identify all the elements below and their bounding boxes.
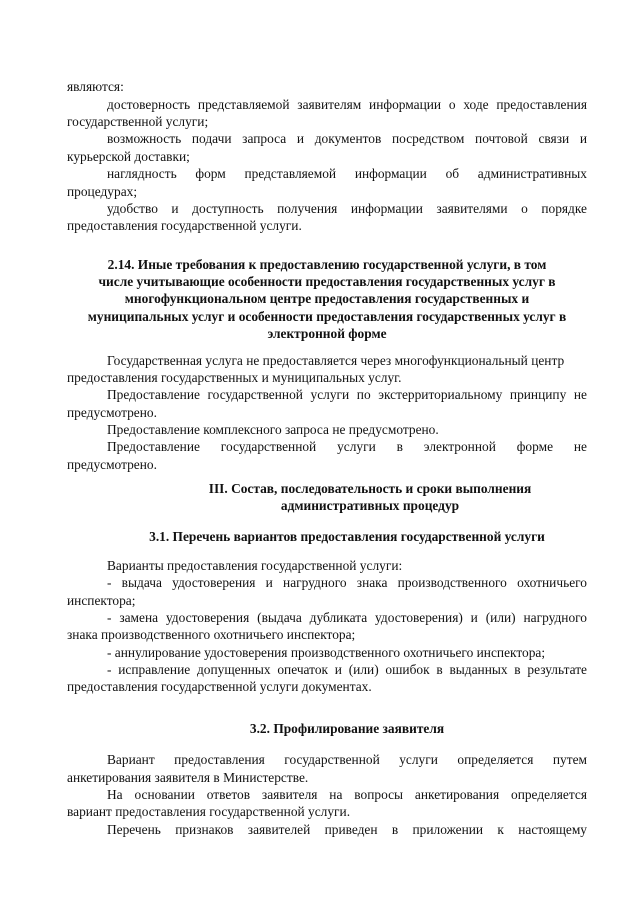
paragraph-line: Вариант предоставления государственной услуги определяется путем (107, 752, 587, 767)
list-item-line: курьерской доставки; (67, 149, 190, 164)
list-item-line: достоверность представляемой заявителям информации о ходе предоставления (107, 97, 587, 112)
list-item-line: предоставления государственной услуги. (67, 218, 302, 233)
paragraph-line: анкетирования заявителя в Министерстве. (67, 770, 309, 785)
list-item-line: инспектора; (67, 593, 136, 608)
list-item-line: - исправление допущенных опечаток и (или) ошибок в выданных в результате (107, 662, 587, 677)
section-heading: 3.2. Профилирование заявителя (249, 721, 445, 736)
section-heading: многофункциональном центре предоставления государственных и (124, 291, 530, 306)
section-heading: 2.14. Иные требования к предоставлению государственной услуги, в том (107, 257, 547, 272)
section-heading: 3.1. Перечень вариантов предоставления государственной услуги (149, 529, 545, 544)
paragraph-line: Предоставление государственной услуги в электронной форме не (107, 439, 587, 454)
list-item-line: государственной услуги; (67, 114, 209, 129)
paragraph-line: Предоставление комплексного запроса не предусмотрено. (107, 422, 439, 437)
paragraph-line: На основании ответов заявителя на вопросы анкетирования определяется (107, 787, 587, 802)
paragraph-line: Перечень признаков заявителей приведен в приложении к настоящему (107, 822, 587, 837)
list-item-line: знака производственного охотничьего инспектора; (67, 627, 356, 642)
list-item-line: процедурах; (67, 184, 138, 199)
section-heading: электронной форме (267, 326, 387, 341)
paragraph-line: вариант предоставления государственной услуги. (67, 804, 351, 819)
paragraph-line: предусмотрено. (67, 405, 157, 420)
text-line: являются: (67, 79, 124, 94)
list-item-line: - замена удостоверения (выдача дубликата удостоверения) и (или) нагрудного (107, 610, 587, 625)
list-item-line: - аннулирование удостоверения производственного охотничьего инспектора; (107, 645, 546, 660)
list-item-line: возможность подачи запроса и документов посредством почтовой связи и (107, 131, 587, 146)
paragraph-line: предусмотрено. (67, 457, 157, 472)
chapter-heading: III. Состав, последовательность и сроки выполнения (208, 481, 532, 496)
list-item-line: предоставления государственной услуги документах. (67, 679, 372, 694)
list-item-line: наглядность форм представляемой информации об административных (107, 166, 587, 181)
section-heading: числе учитывающие особенности предоставления государственных услуг в (98, 274, 556, 289)
section-heading: муниципальных услуг и особенности предоставления государственных услуг в (87, 309, 567, 324)
list-item-line: - выдача удостоверения и нагрудного знака производственного охотничьего (107, 575, 587, 590)
paragraph-line: Государственная услуга не предоставляется через многофункциональный центр (107, 353, 565, 368)
chapter-heading: административных процедур (280, 498, 460, 513)
list-item-line: удобство и доступность получения информации заявителями о порядке (107, 201, 587, 216)
paragraph-line: Предоставление государственной услуги по экстерриториальному принципу не (107, 387, 587, 402)
paragraph-line: предоставления государственных и муниципальных услуг. (67, 370, 402, 385)
paragraph-line: Варианты предоставления государственной услуги: (107, 558, 403, 573)
